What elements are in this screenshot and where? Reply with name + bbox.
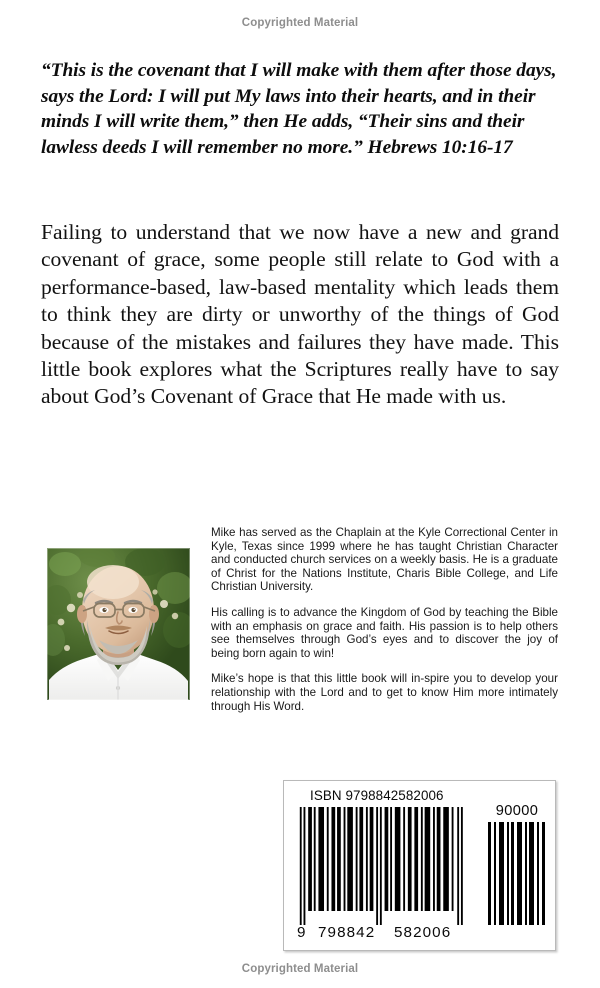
author-bio-paragraph-2: His calling is to advance the Kingdom of God by teaching the Bible with an emphasis on grace and faith. His passion is to help others see themselves through God’s eyes and to discover the joy of being born again to win! xyxy=(211,605,558,660)
author-bio-paragraph-3: Mike’s hope is that this little book will in-spire you to develop your relationship with the Lord and to get to know Him more intimately through His Word. xyxy=(211,672,558,713)
ean5-addon-barcode-image xyxy=(486,822,548,925)
book-description-paragraph: Failing to understand that we now have a new and grand covenant of grace, some people still relate to God with a performance-based, law-based mentality which leads them to think they are dirty or unworthy of the things of God because of the mistakes and failures they have made. This little book explores what the Scriptures really have to say about God’s Covenant of Grace that He made with us. xyxy=(41,220,559,409)
scripture-quote: “This is the covenant that I will make with them after those days, says the Lord: I will put My laws into their hearts, and in their minds I will write them,” then He adds, “Their sins and their lawless deeds I will remember no more.” Hebrews 10:16-17 xyxy=(41,60,557,158)
copyright-watermark-bottom: Copyrighted Material xyxy=(241,963,359,975)
author-portrait-image xyxy=(47,548,190,700)
ean13-digits xyxy=(297,924,477,941)
author-bio-paragraph-1: Mike has served as the Chaplain at the Kyle Correctional Center in Kyle, Texas since 1999 where he has taught Christian Character and conducted church services on a weekly basis. He is a graduate of Christ for the Nations Institute, Charis Bible College, and Life Christian University. xyxy=(211,526,558,594)
price-addon-label: 90000 xyxy=(495,803,539,819)
isbn-label: ISBN 9798842582006 xyxy=(310,788,444,803)
author-section xyxy=(0,520,600,740)
ean13-digits-left: 798842 xyxy=(318,924,376,941)
author-bio xyxy=(211,526,558,713)
ean13-digits-right: 582006 xyxy=(394,924,452,941)
book-description xyxy=(41,219,559,411)
barcode-inner xyxy=(293,788,546,943)
barcode-block xyxy=(283,780,556,951)
ean13-digit-lead: 9 xyxy=(297,924,307,941)
copyright-watermark-top: Copyrighted Material xyxy=(241,17,359,29)
author-photo xyxy=(47,548,190,700)
ean13-barcode-image xyxy=(297,807,474,925)
